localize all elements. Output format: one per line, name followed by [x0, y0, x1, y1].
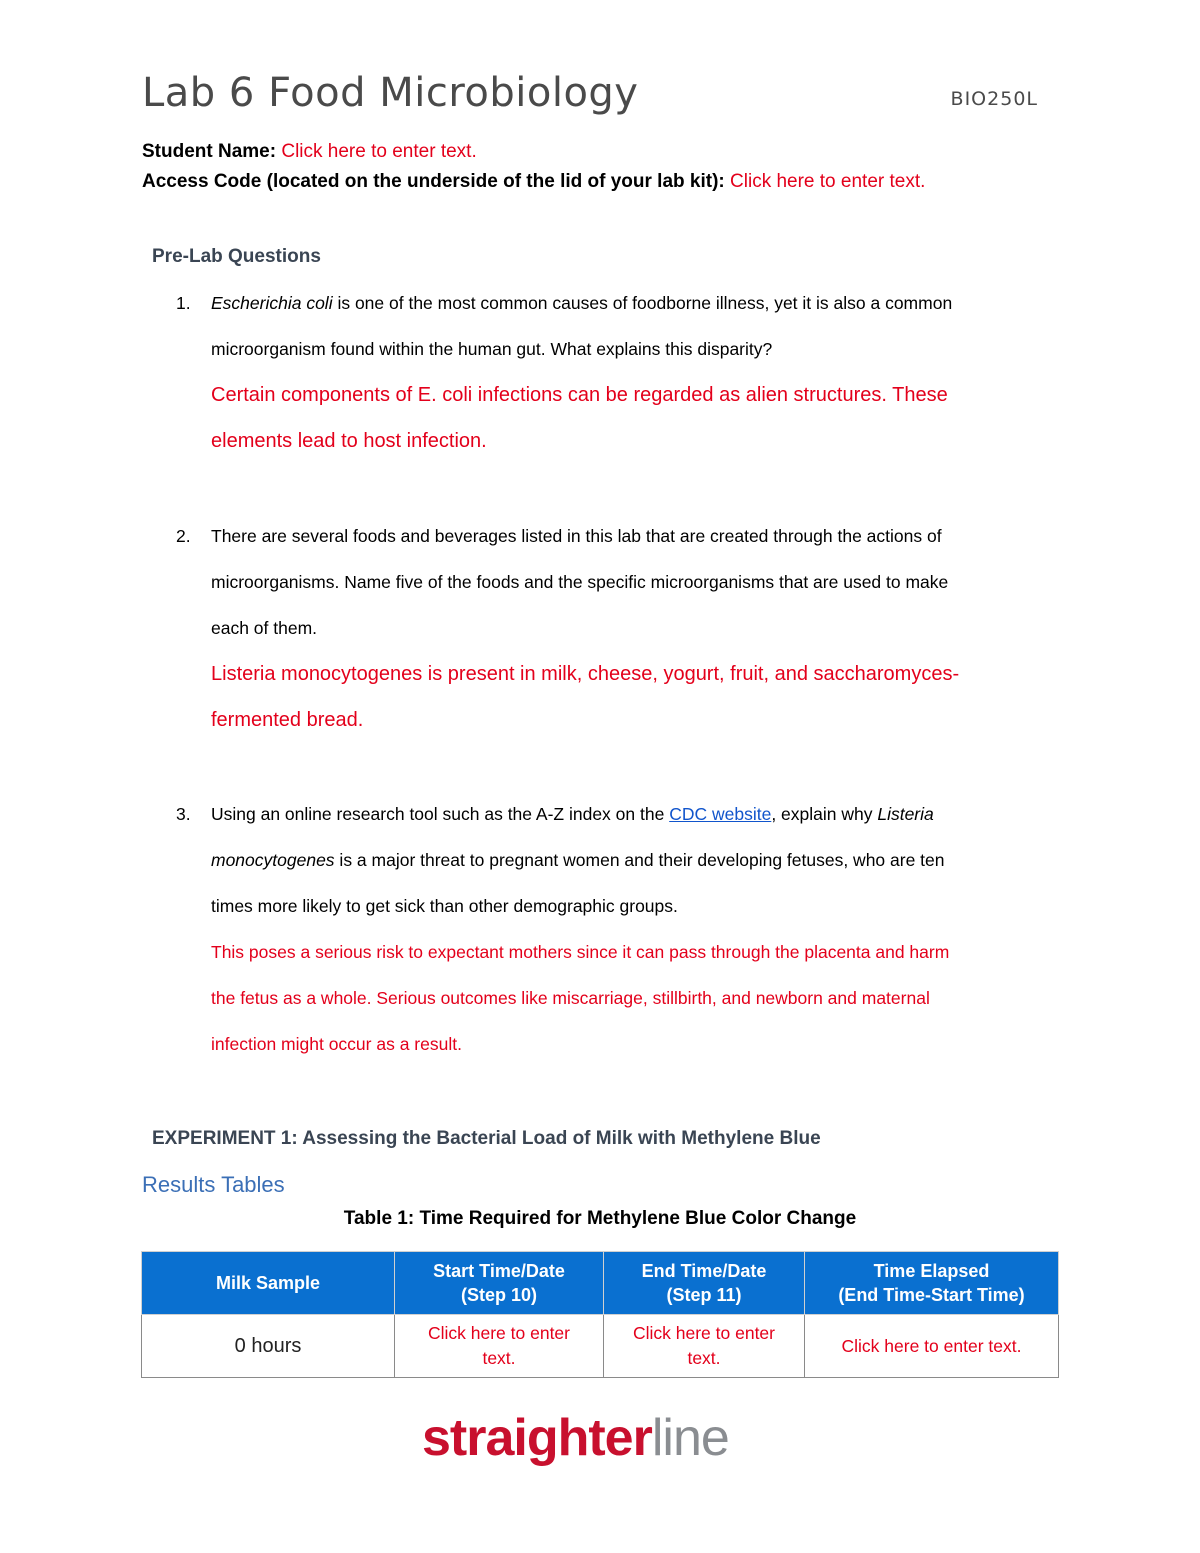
organism-name: monocytogenes — [211, 850, 335, 870]
title-row — [142, 70, 1042, 130]
results-heading: Results Tables — [142, 1172, 285, 1197]
table-header-row — [142, 1252, 1059, 1315]
answer-text[interactable]: This poses a serious risk to expectant mothers since it can pass through the placenta and harm — [211, 942, 950, 962]
column-header-end-time: End Time/Date (Step 11) — [604, 1252, 805, 1315]
question-text: , explain why — [771, 804, 878, 824]
answer-text[interactable]: the fetus as a whole. Serious outcomes like miscarriage, stillbirth, and newborn and maternal — [211, 988, 930, 1008]
question-text: times more likely to get sick than other demographic groups. — [211, 896, 678, 916]
access-code-field[interactable]: Click here to enter text. — [730, 171, 926, 192]
start-time-field[interactable]: Click here to enter text. — [395, 1315, 604, 1378]
page-title: Lab 6 Food Microbiology — [142, 70, 639, 116]
table-row — [142, 1315, 1059, 1378]
prelab-heading: Pre-Lab Questions — [152, 246, 321, 267]
question-text: microorganism found within the human gut. What explains this disparity? — [211, 339, 773, 359]
experiment-heading: EXPERIMENT 1: Assessing the Bacterial Load of Milk with Methylene Blue — [152, 1128, 821, 1149]
answer-text[interactable]: elements lead to host infection. — [211, 430, 487, 452]
straighterline-logo — [422, 1408, 729, 1468]
question-text: microorganisms. Name five of the foods and the specific microorganisms that are used to make — [211, 572, 949, 592]
student-name-field[interactable]: Click here to enter text. — [281, 141, 477, 162]
access-code-row — [142, 171, 925, 193]
column-header-start-time: Start Time/Date (Step 10) — [395, 1252, 604, 1315]
column-header-milk-sample: Milk Sample — [142, 1252, 395, 1315]
answer-text[interactable]: fermented bread. — [211, 709, 364, 731]
answer-text[interactable]: Certain components of E. coli infections can be regarded as alien structures. These — [211, 384, 948, 406]
logo-text-straighter: straighter — [422, 1409, 652, 1467]
results-table — [141, 1251, 1059, 1378]
access-code-label: Access Code (located on the underside of the lid of your lab kit): — [142, 171, 725, 192]
question-text: is one of the most common causes of foodborne illness, yet it is also a common — [332, 293, 953, 313]
question-text: each of them. — [211, 618, 318, 638]
student-name-label: Student Name: — [142, 141, 277, 162]
end-time-field[interactable]: Click here to enter text. — [604, 1315, 805, 1378]
question-number: 3. — [176, 804, 191, 824]
answer-text[interactable]: infection might occur as a result. — [211, 1034, 462, 1054]
question-text: is a major threat to pregnant women and their developing fetuses, who are ten — [334, 850, 945, 870]
logo-text-line: line — [651, 1409, 729, 1467]
course-code: BIO250L — [950, 88, 1038, 110]
student-name-row — [142, 141, 477, 163]
time-elapsed-field[interactable]: Click here to enter text. — [805, 1315, 1059, 1378]
question-text: There are several foods and beverages listed in this lab that are created through the actions of — [211, 526, 942, 546]
answer-text[interactable]: Listeria monocytogenes is present in milk, cheese, yogurt, fruit, and saccharomyces- — [211, 663, 960, 685]
organism-name: Escherichia coli — [211, 293, 333, 313]
cdc-website-link[interactable]: CDC website — [669, 804, 772, 824]
table-caption: Table 1: Time Required for Methylene Blue Color Change — [343, 1208, 857, 1229]
milk-sample-cell: 0 hours — [142, 1315, 395, 1378]
question-text: Using an online research tool such as the A-Z index on the — [211, 804, 670, 824]
organism-name: Listeria — [877, 804, 934, 824]
column-header-time-elapsed: Time Elapsed (End Time-Start Time) — [805, 1252, 1059, 1315]
question-number: 2. — [176, 526, 191, 546]
question-number: 1. — [176, 293, 191, 313]
